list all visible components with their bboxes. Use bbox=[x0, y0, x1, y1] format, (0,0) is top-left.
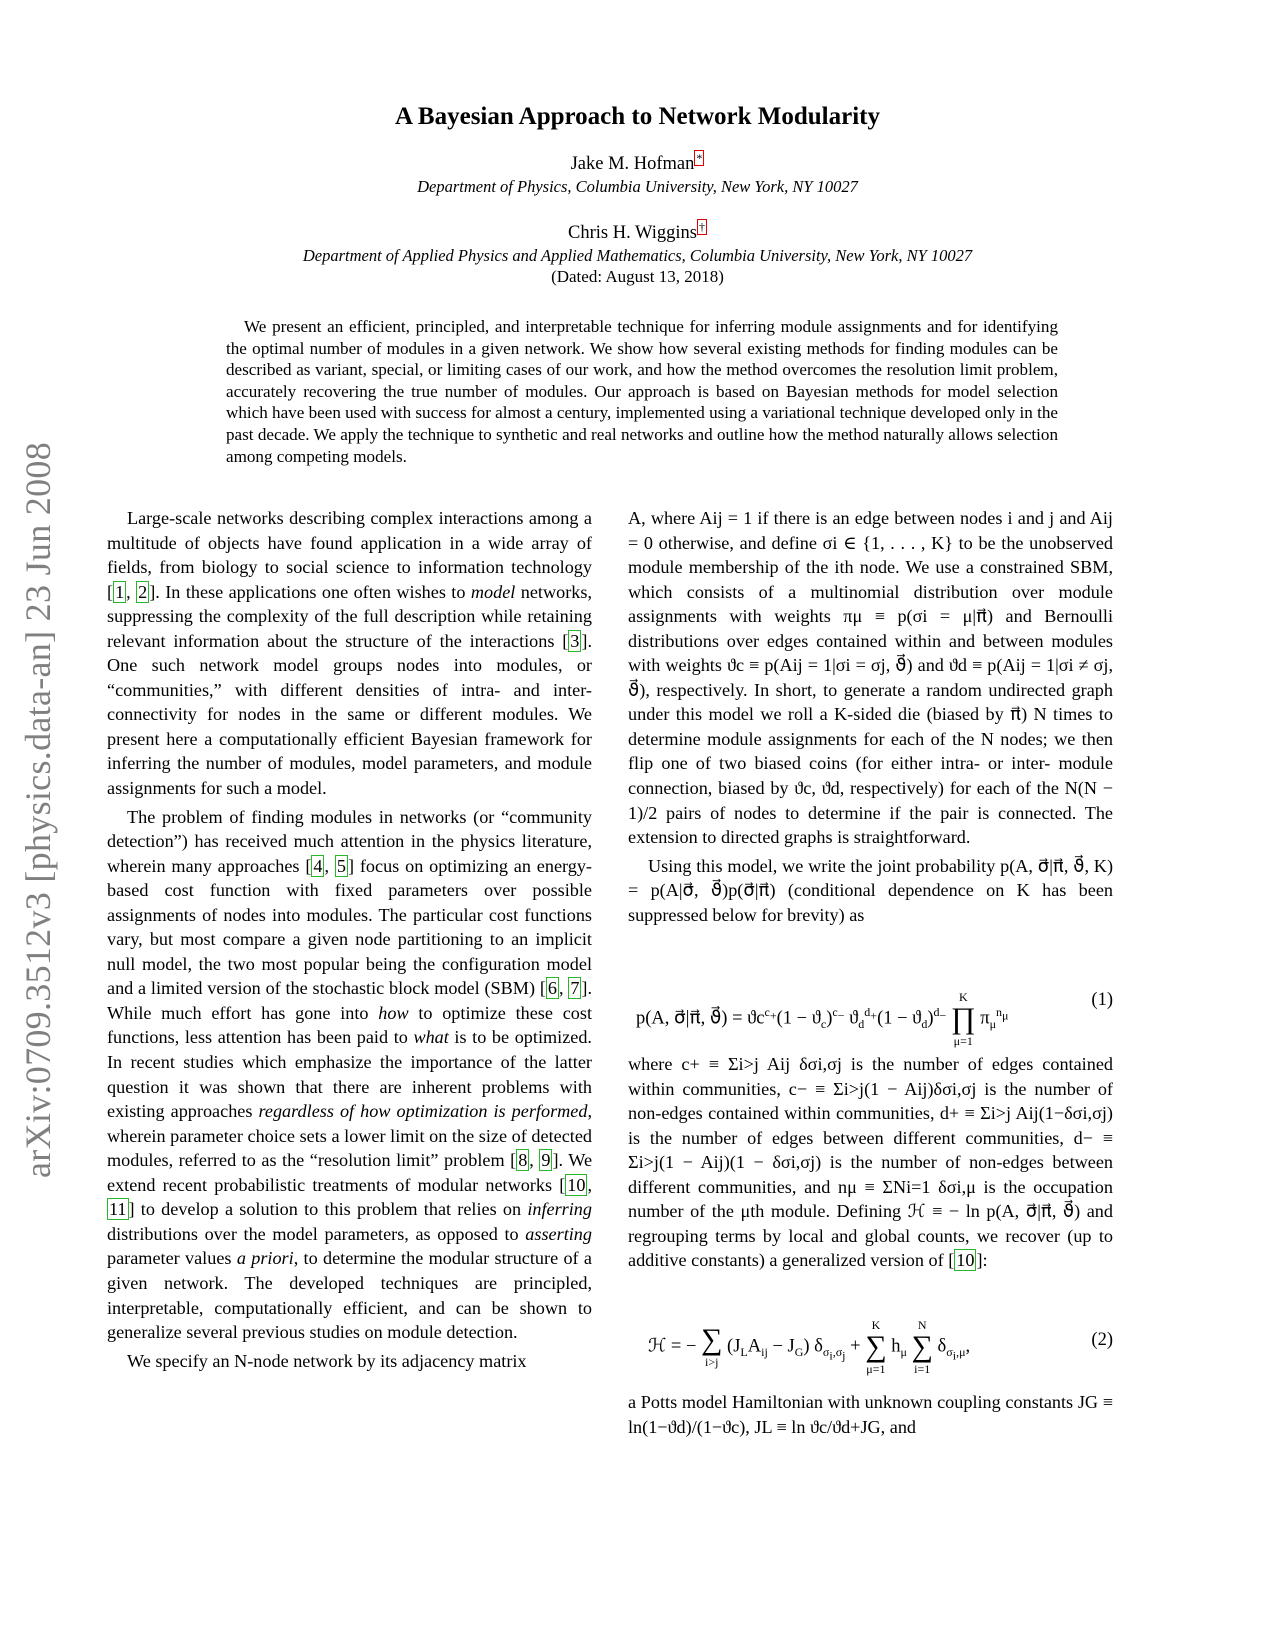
affiliation-2: Department of Applied Physics and Applied Mathematics, Columbia University, New York, NY 10027 bbox=[302, 246, 973, 265]
equation-1 bbox=[628, 980, 1113, 1048]
equation-1-body: p(A, σ⃗|π⃗, ϑ⃗) = $ϑc^{c_+}(1 - ϑ_c)^{c_-}$ $ϑ_d^{d_+}(1 - ϑ_d)^{d_-}$ K ∏ μ=1 $\pi_\mu^{n_\mu}$ bbox=[636, 990, 1009, 1048]
citation-9[interactable]: 9 bbox=[541, 1150, 551, 1171]
citation-10-right[interactable]: 10 bbox=[956, 1250, 975, 1271]
left-column bbox=[107, 506, 592, 1373]
citation-11[interactable]: 11 bbox=[109, 1199, 127, 1220]
citation-7[interactable]: 7 bbox=[570, 978, 580, 999]
right-column-continued bbox=[628, 1052, 1113, 1273]
equation-1-number: (1) bbox=[1091, 990, 1113, 1010]
right-paragraph-4: a Potts model Hamiltonian with unknown coupling constants JG ≡ ln(1−ϑd)/(1−ϑc), JL ≡ ln ϑc/ϑd+JG, and bbox=[628, 1392, 1113, 1437]
equation-2 bbox=[628, 1312, 1113, 1376]
dated-line: (Dated: August 13, 2018) bbox=[551, 267, 724, 286]
author-2-footnote-link[interactable]: † bbox=[698, 219, 705, 234]
left-paragraph-3: We specify an N-node network by its adjacency matrix bbox=[127, 1350, 527, 1371]
citation-3[interactable]: 3 bbox=[570, 630, 580, 651]
author-1-footnote-link[interactable]: * bbox=[696, 150, 703, 165]
right-paragraph-2: Using this model, we write the joint probability p(A, σ⃗|π⃗, ϑ⃗, K) = p(A|σ⃗, ϑ⃗)p(σ⃗|π⃗) (conditional dependence on K has been suppressed below for brevity) as bbox=[628, 855, 1113, 925]
right-column-final bbox=[628, 1390, 1113, 1439]
right-paragraph-3: where c+ ≡ Σi>j Aij δσi,σj is the number of edges contained within communities, c− ≡ Σi>j(1 − Aij)δσi,σj is the number of non-edges contained within communities, d+ ≡ Σi>j Aij(1−δσi,σj) is the number of edges between different communities, d− ≡ Σi>j(1 − Aij)(1 − δσi,σj) is the number of non-edges between different communities, and nμ ≡ ΣNi=1 δσi,μ is the occupation number of the μth module. Defining ℋ ≡ − ln p(A, σ⃗|π⃗, ϑ⃗) and regrouping terms by local and global counts, we recover (up to additive constants) a generalized version of [ 10 ]: bbox=[628, 1054, 1113, 1271]
author-1-name: Jake M. Hofman bbox=[570, 154, 695, 174]
paper-title: A Bayesian Approach to Network Modularity bbox=[395, 103, 880, 130]
arxiv-id: arXiv:0709.3512v3 [physics.data-an] 23 Jun 2008 bbox=[18, 442, 58, 1178]
abstract bbox=[226, 316, 1058, 467]
right-column bbox=[628, 506, 1113, 927]
author-1 bbox=[0, 150, 1275, 175]
citation-8[interactable]: 8 bbox=[518, 1150, 528, 1171]
left-paragraph-2: The problem of finding modules in networks (or “community detection”) has received much attention in the physics literature, wherein many approaches [ 4 , 5 ] focus on optimizing an energy-based cost function with fixed parameters over possible assignments of nodes into modules. The particular cost functions vary, but most compare a given node partitioning to an implicit null model, the two most popular being the configuration model and a limited version of the stochastic block model (SBM) [ 6 , 7 ]. While much effort has gone into how to optimize these cost functions, less attention has been paid to what is to be optimized. In recent studies which emphasize the importance of the latter question it was shown that there are inherent problems with existing approaches regardless of how optimization is performed, wherein parameter choice sets a lower limit on the size of detected modules, referred to as the “resolution limit” problem [ 8 , 9 ]. We extend recent probabilistic treatments of modular networks [ 10 , 11 ] to develop a solution to this problem that relies on inferring distributions over the model parameters, as opposed to asserting parameter values a priori, to determine the modular structure of a given network. The developed techniques are principled, interpretable, computationally efficient, and can be shown to generalize several previous studies on module detection. bbox=[107, 806, 593, 1343]
equation-2-number: (2) bbox=[1091, 1330, 1113, 1350]
author-2 bbox=[0, 219, 1275, 244]
citation-1[interactable]: 1 bbox=[115, 581, 125, 602]
affiliation-1: Department of Physics, Columbia University, New York, NY 10027 bbox=[417, 177, 858, 196]
equation-2-body: ℋ = − ∑ i>j $(J_LA_{ij} - J_G) \delta_{\sigma_i,\sigma_j}$ + K ∑ μ=1 $h_\mu$ N ∑ i=1 $\delta_{\sigma_i,\mu}$, bbox=[648, 1318, 971, 1376]
author-2-name: Chris H. Wiggins bbox=[568, 223, 697, 243]
citation-10[interactable]: 10 bbox=[567, 1174, 586, 1195]
left-paragraph-1: Large-scale networks describing complex interactions among a multitude of objects have found application in a wide array of fields, from biology to social science to information technology [ 1 , 2 ]. In these applications one often wishes to model networks, suppressing the complexity of the full description while retaining relevant information about the structure of the interactions [ 3 ]. One such network model groups nodes into modules, or “communities,” with different densities of intra- and inter- connectivity for nodes in the same or different modules. We present here a computationally efficient Bayesian framework for inferring the number of modules, model parameters, and module assignments for such a model. bbox=[107, 508, 592, 799]
citation-5[interactable]: 5 bbox=[336, 855, 346, 876]
right-paragraph-1: A, where Aij = 1 if there is an edge between nodes i and j and Aij = 0 otherwise, and define σi ∈ {1, . . . , K} to be the unobserved module membership of the ith node. We use a constrained SBM, which consists of a multinomial distribution over module assignments with weights πμ ≡ p(σi = μ|π⃗) and Bernoulli distributions over edges contained within and between modules with weights ϑc ≡ p(Aij = 1|σi = σj, ϑ⃗) and ϑd ≡ p(Aij = 1|σi ≠ σj, ϑ⃗), respectively. In short, to generate a random undirected graph under this model we roll a K-sided die (biased by π⃗) N times to determine module assignments for each of the N nodes; we then flip one of two biased coins (for either intra- or inter- module connection, biased by ϑc, ϑd, respectively) for each of the N(N − 1)/2 pairs of nodes to determine if the pair is connected. The extension to directed graphs is straightforward. bbox=[628, 508, 1113, 848]
abstract-text: We present an efficient, principled, and interpretable technique for inferring module assignments and for identifying the optimal number of modules in a given network. We show how several existing methods for finding modules can be described as variant, special, or limiting cases of our work, and how the method overcomes the resolution limit problem, accurately recovering the true number of modules. Our approach is based on Bayesian methods for model selection which have been used with success for almost a century, implemented using a variational technique developed only in the past decade. We apply the technique to synthetic and real networks and outline how the method naturally allows selection among competing models. bbox=[226, 317, 1058, 466]
citation-6[interactable]: 6 bbox=[547, 978, 557, 999]
citation-2[interactable]: 2 bbox=[138, 581, 148, 602]
citation-4[interactable]: 4 bbox=[313, 855, 323, 876]
